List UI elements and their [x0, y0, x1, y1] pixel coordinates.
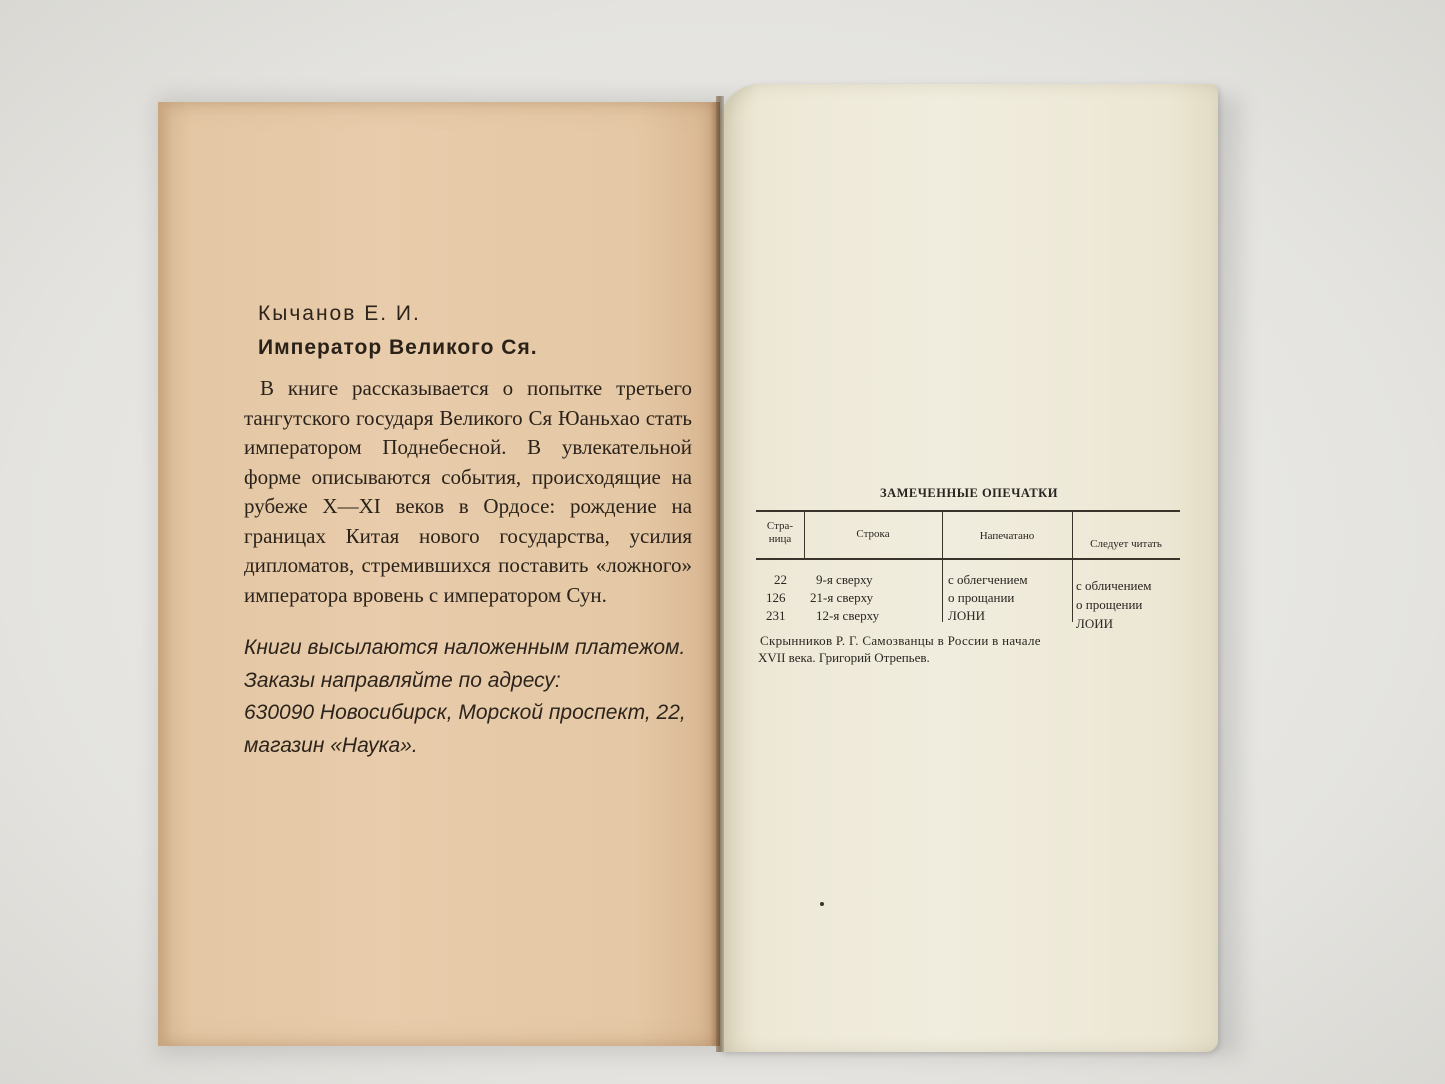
left-page-edge [158, 102, 172, 1046]
errata-cell-page: 126 [766, 590, 786, 605]
errata-column-divider [804, 510, 805, 558]
order-line: магазин «Наука». [244, 733, 418, 757]
book-annotation: В книге рассказывается о попытке третьего тангутского государя Великого Ся Юаньхао стать императором Поднебесной. В увлекательной форме описываются события, происходящие на рубеже X—XI веков в Ордосе: рождение на границах Китая нового государства, усилия дипломатов, стремившихся поставить «ложного» императора вровень с императором Сун. [244, 376, 692, 607]
errata-column-divider [942, 510, 943, 622]
errata-title: ЗАМЕЧЕННЫЕ ОПЕЧАТКИ [880, 486, 1058, 500]
errata-cell-line: 9-я сверху [816, 572, 873, 587]
errata-cell-line: 12-я сверху [816, 608, 880, 623]
paper-speck [820, 902, 824, 906]
order-line: 630090 Новосибирск, Морской проспект, 22, [244, 701, 686, 724]
errata-footer [760, 632, 1184, 666]
errata-cell-should-read: ЛОИИ [1076, 616, 1113, 631]
errata-cell-printed: с облегчением [948, 572, 1028, 587]
order-info [244, 632, 704, 762]
errata-header-should-read: Следует читать [1090, 538, 1162, 550]
errata-cell-should-read: с обличением [1076, 578, 1152, 593]
errata-header-page: Стра-ница [766, 520, 794, 545]
book-author: Кычанов Е. И. [258, 302, 421, 325]
order-line: Книги высылаются наложенным платежом. [244, 636, 686, 659]
errata-cell-page: 22 [774, 572, 787, 587]
book-gutter [716, 96, 724, 1052]
errata-cell-printed: о прощании [948, 590, 1015, 605]
book-title: Император Великого Ся. [258, 336, 538, 359]
errata-footer-line: XVII века. Григорий Отрепьев. [758, 650, 930, 665]
errata-top-rule [756, 510, 1180, 512]
errata-column-divider [1072, 510, 1073, 622]
errata-cell-line: 21-я сверху [810, 590, 874, 605]
errata-header-rule [756, 558, 1180, 560]
errata-cell-page: 231 [766, 608, 786, 623]
right-page [720, 84, 1218, 1052]
errata-header-printed: Напечатано [979, 530, 1035, 542]
errata-cell-should-read: о прощении [1076, 597, 1143, 612]
errata-cell-printed: ЛОНИ [948, 608, 985, 623]
errata-header-line: Строка [856, 528, 890, 540]
errata-footer-line: Скрынников Р. Г. Самозванцы в России в начале [760, 633, 1041, 648]
order-line: Заказы направляйте по адресу: [244, 668, 561, 692]
